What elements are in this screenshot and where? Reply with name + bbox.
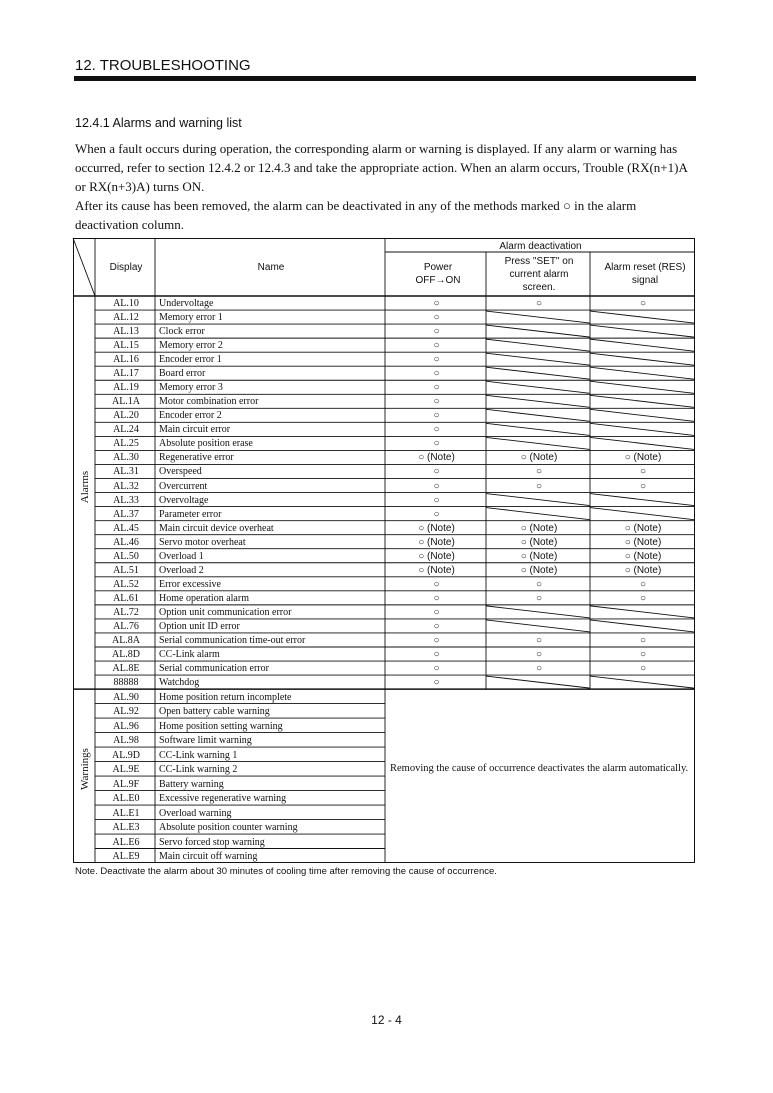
header-rule [74, 76, 696, 81]
footnote: Note. Deactivate the alarm about 30 minutes of cooling time after removing the cause of occurrence. [75, 866, 497, 877]
empty-cell-slash [486, 339, 590, 351]
empty-cell-slash [486, 381, 590, 393]
chapter-title: 12. TROUBLESHOOTING [75, 57, 251, 74]
empty-cell-slash [590, 423, 694, 435]
header-diagonal [73, 238, 95, 296]
table-cell-name: Serial communication error [159, 663, 269, 675]
table-cell-name: Board error [159, 368, 206, 380]
table-cell-display: AL.13 [113, 326, 139, 338]
table-cell-display: AL.25 [113, 438, 139, 450]
table-cell-power: ○ [433, 368, 440, 380]
table-cell-power: ○ [433, 396, 440, 408]
table-cell-name: Overvoltage [159, 494, 209, 506]
table-cell-name: Regenerative error [159, 452, 234, 464]
table-cell-power: ○ [433, 494, 440, 506]
table-cell-name: Overload 2 [159, 564, 204, 576]
table-grid [73, 238, 695, 863]
table-cell-display: AL.9E [112, 764, 140, 776]
empty-cell-slash [590, 395, 694, 407]
table-cell-display: AL.15 [113, 340, 139, 352]
empty-cell-slash [590, 353, 694, 365]
table-cell-reset: ○ [639, 663, 647, 675]
table-cell-set: ○ (Note) [520, 564, 558, 576]
empty-cell-slash [486, 620, 590, 632]
table-cell-name: CC-Link warning 2 [159, 764, 238, 776]
table-cell-display: AL.90 [113, 691, 139, 703]
intro-paragraph-1: When a fault occurs during operation, the corresponding alarm or warning is displayed. If any alarm or warning has occurred, refer to section 12.4.2 or 12.4.3 and take the appropriate action. When an alarm occurs, Trouble (RX(n+1)A or RX(n+3)A) turns ON. [75, 141, 688, 194]
table-cell-display: AL.19 [113, 382, 139, 394]
table-cell-display: AL.16 [113, 354, 139, 366]
table-cell-name: Memory error 1 [159, 312, 223, 324]
header-name: Name [257, 262, 285, 273]
empty-cell-slash [486, 409, 590, 421]
table-cell-power: ○ [433, 298, 440, 309]
empty-cell-slash [486, 311, 590, 323]
table-cell-display: AL.45 [113, 522, 139, 534]
table-cell-power: ○ (Note) [418, 522, 455, 534]
group-label-warnings: Warnings [79, 748, 91, 790]
table-cell-name: Absolute position counter warning [159, 822, 298, 834]
table-cell-reset: ○ [639, 634, 647, 646]
table-cell-power: ○ [433, 410, 440, 422]
table-cell-power: ○ (Note) [418, 536, 455, 548]
table-cell-set: ○ [535, 298, 543, 309]
table-cell-display: AL.52 [113, 578, 139, 590]
table-cell-power: ○ (Note) [418, 550, 455, 562]
empty-cell-slash [486, 423, 590, 435]
table-cell-name: Serial communication time-out error [159, 634, 306, 646]
table-cell-power: ○ [433, 326, 440, 338]
table-cell-display: AL.30 [113, 452, 139, 464]
table-cell-display: AL.33 [113, 494, 139, 506]
empty-cell-slash [590, 409, 694, 421]
empty-cell-slash [486, 353, 590, 365]
empty-cell-slash [486, 367, 590, 379]
empty-cell-slash [590, 339, 694, 351]
table-cell-set: ○ [535, 649, 543, 660]
table-cell-power: ○ [433, 620, 440, 632]
table-cell-display: AL.E9 [112, 851, 140, 862]
table-cell-set: ○ (Note) [520, 536, 558, 548]
table-cell-name: Memory error 3 [159, 382, 223, 394]
table-cell-name: Home operation alarm [159, 592, 249, 604]
header-deactivation: Alarm deactivation [499, 241, 582, 252]
table-cell-name: Home position setting warning [159, 720, 283, 732]
table-cell-display: AL.51 [113, 564, 139, 576]
empty-cell-slash [590, 311, 694, 323]
table-cell-display: AL.12 [113, 312, 139, 324]
table-cell-display: AL.E6 [112, 836, 140, 848]
table-cell-reset: ○ [639, 649, 647, 660]
empty-cell-slash [486, 437, 590, 449]
table-cell-display: AL.72 [113, 606, 139, 618]
table-cell-name: Overspeed [159, 466, 202, 478]
table-cell-display: AL.E1 [112, 807, 140, 819]
table-cell-name: Motor combination error [159, 396, 259, 408]
table-cell-display: AL.46 [113, 536, 139, 548]
empty-cell-slash [590, 325, 694, 337]
table-cell-power: ○ [433, 424, 440, 436]
table-cell-display: AL.E3 [112, 822, 140, 834]
table-cell-name: Main circuit error [159, 424, 231, 436]
table-cell-name: Undervoltage [159, 298, 214, 309]
table-cell-reset: ○ (Note) [624, 452, 662, 464]
header-reset: Alarm reset (RES) signal [604, 262, 686, 286]
table-cell-name: Servo forced stop warning [159, 836, 265, 848]
table-cell-power: ○ [433, 354, 440, 366]
empty-cell-slash [590, 676, 694, 688]
table-cell-name: Home position return incomplete [159, 691, 292, 703]
table-cell-name: Overcurrent [159, 480, 208, 492]
table-cell-display: AL.8A [111, 634, 141, 646]
table-cell-power: ○ (Note) [418, 564, 455, 576]
empty-cell-slash [590, 367, 694, 379]
table-cell-reset: ○ [639, 578, 647, 590]
header-display: Display [109, 262, 143, 273]
table-cell-set: ○ [535, 634, 543, 646]
empty-cell-slash [590, 508, 694, 520]
table-cell-name: Parameter error [159, 508, 222, 520]
intro-text [75, 139, 700, 234]
table-cell-set: ○ [535, 480, 543, 492]
table-cell-reset: ○ (Note) [624, 550, 662, 562]
table-cell-set: ○ (Note) [520, 452, 558, 464]
table-cell-display: AL.E0 [112, 793, 140, 805]
table-cell-display: AL.20 [113, 410, 139, 422]
table-cell-display: AL.76 [113, 620, 139, 632]
table-cell-reset: ○ (Note) [624, 536, 662, 548]
warning-deactivation-note: Removing the cause of occurrence deactivates the alarm automatically. [390, 763, 689, 774]
table-cell-name: Option unit communication error [159, 606, 292, 618]
table-cell-power: ○ [433, 606, 440, 618]
table-cell-power: ○ [433, 649, 440, 660]
empty-cell-slash [486, 508, 590, 520]
table-cell-name: Watchdog [159, 677, 200, 689]
table-cell-name: Main circuit device overheat [159, 522, 274, 534]
table-cell-display: AL.61 [113, 592, 139, 604]
section-title: 12.4.1 Alarms and warning list [75, 116, 242, 130]
table-cell-display: AL.92 [113, 706, 139, 718]
empty-cell-slash [590, 494, 694, 506]
table-cell-set: ○ (Note) [520, 522, 558, 534]
table-cell-display: AL.96 [113, 720, 139, 732]
table-cell-name: Error excessive [159, 578, 221, 590]
table-cell-display: AL.9D [111, 749, 141, 761]
empty-cell-slash [486, 325, 590, 337]
table-cell-display: AL.8D [111, 649, 141, 660]
table-cell-display: AL.32 [113, 480, 139, 492]
header-set: Press "SET" on current alarm screen. [504, 256, 574, 293]
table-cell-display: AL.17 [113, 368, 139, 380]
table-cell-set: ○ [535, 663, 543, 675]
table-cell-display: AL.31 [113, 466, 139, 478]
table-cell-power: ○ [433, 340, 440, 352]
table-cell-name: Main circuit off warning [159, 851, 258, 862]
table-cell-power: ○ [433, 677, 440, 689]
table-cell-reset: ○ [639, 592, 647, 604]
empty-cell-slash [486, 494, 590, 506]
table-cell-display: AL.9F [112, 778, 140, 790]
table-cell-power: ○ (Note) [418, 452, 455, 464]
table-cell-reset: ○ (Note) [624, 564, 662, 576]
table-cell-name: Servo motor overheat [159, 536, 246, 548]
table-cell-name: Option unit ID error [159, 620, 240, 632]
table-cell-power: ○ [433, 312, 440, 324]
table-cell-power: ○ [433, 578, 440, 590]
table-cell-name: CC-Link alarm [159, 649, 220, 660]
table-cell-name: Memory error 2 [159, 340, 223, 352]
group-label-alarms: Alarms [79, 470, 91, 504]
table-cell-name: Battery warning [159, 778, 224, 790]
table-cell-set: ○ (Note) [520, 550, 558, 562]
intro-paragraph-2: After its cause has been removed, the alarm can be deactivated in any of the methods marked ○ in the alarm deactivation column. [75, 198, 637, 232]
table-cell-display: AL.50 [113, 550, 139, 562]
table-cell-name: Overload 1 [159, 550, 204, 562]
table-cell-name: Overload warning [159, 807, 232, 819]
table-cell-display: AL.24 [113, 424, 139, 436]
table-cell-display: AL.10 [113, 298, 139, 309]
table-cell-reset: ○ [639, 298, 647, 309]
empty-cell-slash [486, 676, 590, 688]
empty-cell-slash [590, 381, 694, 393]
empty-cell-slash [486, 606, 590, 618]
table-cell-name: Excessive regenerative warning [159, 793, 287, 805]
table-cell-power: ○ [433, 382, 440, 394]
table-cell-name: Open battery cable warning [159, 706, 270, 718]
table-cell-name: Encoder error 2 [159, 410, 222, 422]
table-cell-reset: ○ [639, 466, 647, 478]
table-cell-reset: ○ (Note) [624, 522, 662, 534]
table-cell-display: 88888 [113, 677, 139, 689]
table-cell-name: Absolute position erase [159, 438, 253, 450]
table-cell-name: Encoder error 1 [159, 354, 222, 366]
table-cell-power: ○ [433, 508, 440, 520]
table-cell-power: ○ [433, 592, 440, 604]
table-cell-power: ○ [433, 663, 440, 675]
table-cell-set: ○ [535, 466, 543, 478]
empty-cell-slash [590, 606, 694, 618]
table-cell-power: ○ [433, 438, 440, 450]
table-cell-display: AL.8E [112, 663, 140, 675]
table-cell-reset: ○ [639, 480, 647, 492]
table-cell-name: CC-Link warning 1 [159, 749, 238, 761]
table-cell-power: ○ [433, 480, 440, 492]
page-number: 12 - 4 [371, 1013, 402, 1027]
table-cell-set: ○ [535, 578, 543, 590]
table-cell-name: Clock error [159, 326, 205, 338]
alarm-warning-table [73, 238, 695, 863]
table-cell-name: Software limit warning [159, 735, 252, 747]
table-cell-display: AL.98 [113, 735, 139, 747]
table-cell-power: ○ [433, 634, 440, 646]
table-cell-set: ○ [535, 592, 543, 604]
empty-cell-slash [590, 437, 694, 449]
table-cell-display: AL.1A [111, 396, 141, 408]
empty-cell-slash [590, 620, 694, 632]
header-power: Power OFF→ON [415, 262, 461, 286]
empty-cell-slash [486, 395, 590, 407]
table-cell-power: ○ [433, 466, 440, 478]
table-cell-display: AL.37 [113, 508, 139, 520]
